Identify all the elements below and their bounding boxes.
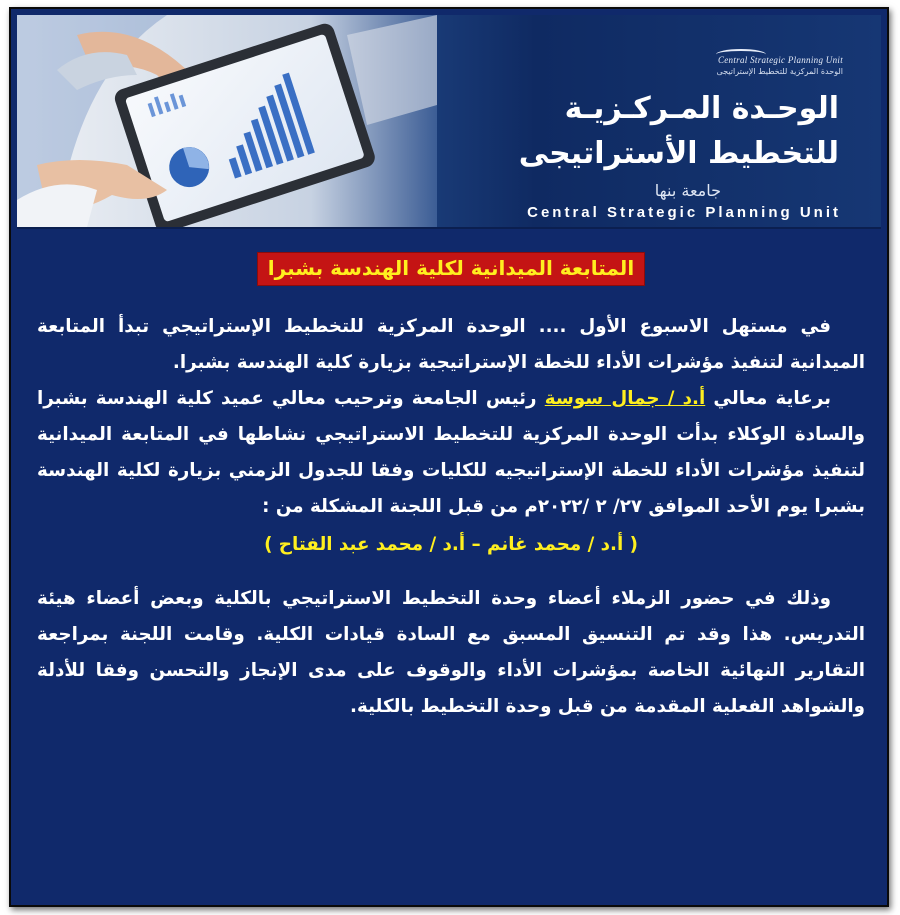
paragraph-3	[37, 581, 865, 725]
paragraph-2-text-end: رئيس الجامعة وترحيب معالي عميد كلية الهندسة بشبرا والسادة الوكلاء بدأت الوحدة المركزية للتخطيط الاستراتيجي نشاطها في المتابعة الميدانية لتنفيذ مؤشرات الأداء للخطة الإستراتيجيه للكليات وفقا للجدول الزمني بزيارة لكلية الهندسة بشبرا يوم الأحد الموافق ٢٧/ ٢ /٢٠٢٢م من قبل اللجنة المشكلة من :	[37, 388, 865, 517]
committee-members: ( أ.د / محمد غانم – أ.د / محمد عبد الفتاح )	[264, 534, 638, 555]
tablet-chart-photo	[17, 15, 437, 227]
tablet-chart-icon	[17, 15, 437, 227]
newsletter-card	[9, 7, 889, 907]
paragraph-2	[37, 381, 865, 525]
paragraph-1	[37, 309, 865, 381]
paragraph-3-text: وذلك في حضور الزملاء أعضاء وحدة التخطيط الاستراتيجي بالكلية وبعض أعضاء هيئة التدريس. هذا وقد تم التنسيق المسبق مع السادة قيادات الكلية. وقامت اللجنة بمراجعة التقارير النهائية الخاصة بمؤشرات الأداء والوقوف على مدى الإنجاز والتحسن وفقا للأدلة والشواهد الفعلية المقدمة من قبل وحدة التخطيط بالكلية.	[37, 588, 865, 717]
paragraph-1-text: في مستهل الاسبوع الأول .... الوحدة المركزية للتخطيط الإستراتيجي تبدأ المتابعة الميدانية لتنفيذ مؤشرات الأداء للخطة الإستراتيجية بزيارة كلية الهندسة بشبرا.	[37, 316, 865, 373]
unit-title-line2: للتخطيط الأستراتيجى	[518, 136, 839, 171]
logo-english-text: Central Strategic Planning Unit	[717, 55, 843, 65]
logo-arabic-text: الوحدة المركزية للتخطيط الإستراتيجى	[716, 67, 843, 76]
unit-title-english: Central Strategic Planning Unit	[527, 204, 841, 221]
president-name-highlight: أ.د / جمال سوسة	[544, 388, 706, 409]
paragraph-2-text-start: برعاية معالي	[705, 388, 831, 409]
headline: المتابعة الميدانية لكلية الهندسة بشبرا	[257, 252, 645, 286]
unit-title-line1: الوحـدة المـركـزيـة	[564, 91, 839, 126]
university-name: جامعة بنها	[654, 181, 721, 200]
headline-container	[11, 252, 891, 286]
article-body	[37, 309, 865, 725]
header-banner	[17, 15, 881, 229]
banner-title-block	[441, 15, 861, 227]
